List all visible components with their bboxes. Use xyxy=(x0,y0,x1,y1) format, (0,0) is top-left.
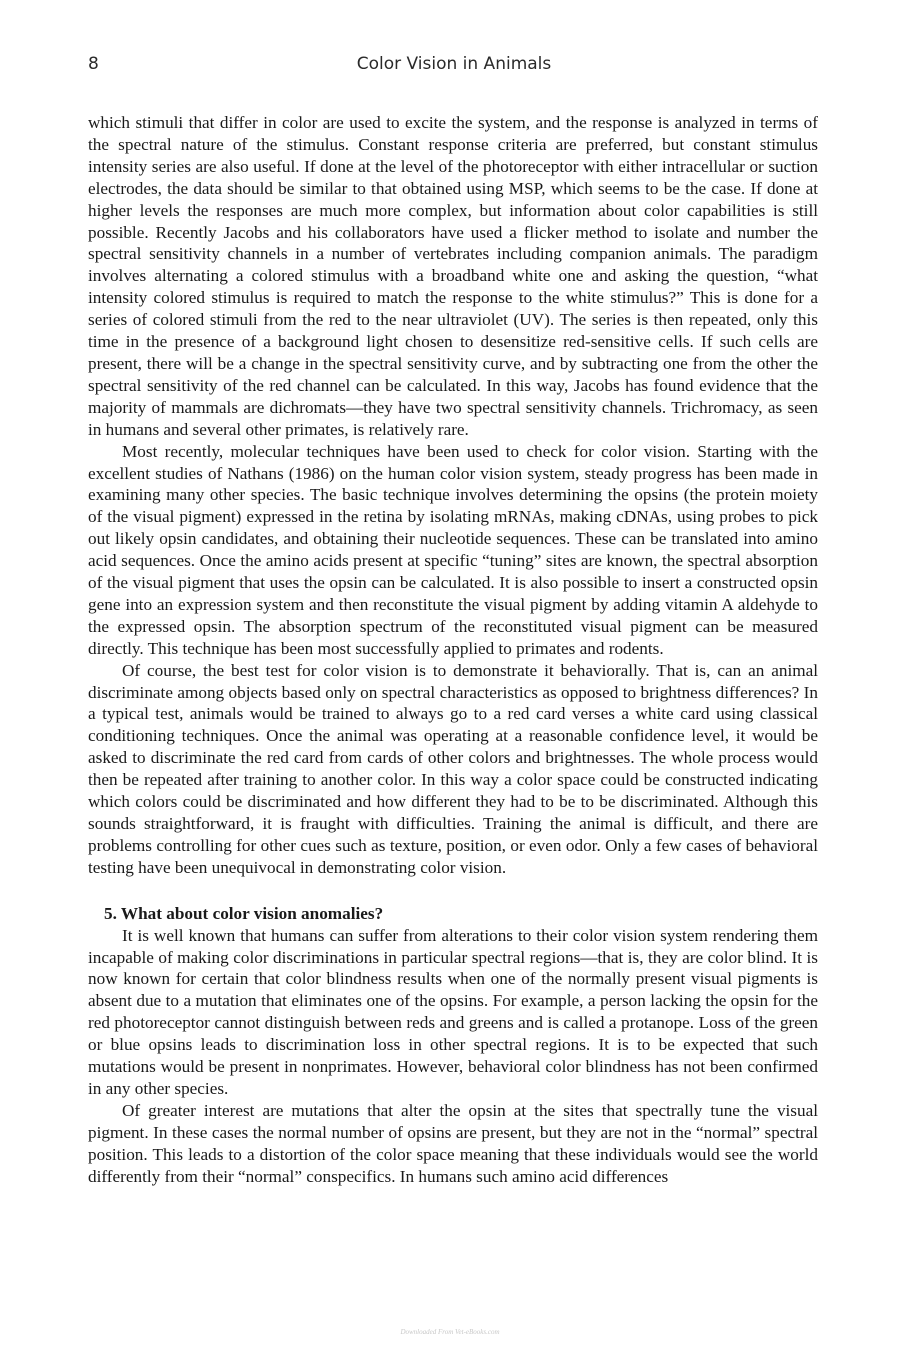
paragraph: It is well known that humans can suffer from alterations to their color vision system rendering them incapable of making color discriminations in particular spectral regions—that is, they are color blind. It is now known for certain that color blindness results when one of the normally present visual pigments is absent due to a mutation that eliminates one of the opsins. For example, a person lacking the opsin for the red photoreceptor cannot distinguish between reds and greens and is called a protanope. Loss of the green or blue opsins leads to discrimination loss in other spectral regions. It is to be expected that such mutations would be present in nonprimates. However, behavioral color blindness has not been confirmed in any other species. xyxy=(88,925,818,1098)
section-heading: 5. What about color vision anomalies? xyxy=(104,903,384,923)
paragraph: Most recently, molecular techniques have been used to check for color vision. Starting with the excellent studies of Nathans (1986) on the human color vision system, steady progress has been made in examining many other species. The basic technique involves determining the opsins (the protein moiety of the visual pigment) expressed in the retina by isolating mRNAs, making cDNAs, using probes to pick out likely opsin candidates, and obtaining their nucleotide sequences. These can be translated into amino acid sequences. Once the amino acids present at specific “tuning” sites are known, the spectral absorption of the visual pigment that uses the opsin can be calculated. It is also possible to insert a constructed opsin gene into an expression system and then reconstitute the visual pigment by adding vitamin A aldehyde to the expressed opsin. The absorption spectrum of the reconstituted visual pigment can be measured directly. This technique has been most successfully applied to primates and rodents. xyxy=(88,441,818,658)
running-title: Color Vision in Animals xyxy=(356,54,552,74)
body-text xyxy=(88,112,818,1188)
footer-watermark: Downloaded From Vet-eBooks.com xyxy=(400,1328,500,1336)
paragraph: which stimuli that differ in color are used to excite the system, and the response is analyzed in terms of the spectral nature of the stimulus. Constant response criteria are preferred, but constant stimulus intensity series are also useful. If done at the level of the photoreceptor with either intracellular or suction electrodes, the data should be similar to that obtained using MSP, which seems to be the case. If done at higher levels the responses are much more complex, but information about color capabilities is still possible. Recently Jacobs and his collaborators have used a flicker method to isolate and number the spectral sensitivity channels in a number of vertebrates including companion animals. The paradigm involves alternating a colored stimulus with a broadband white one and asking the question, “what intensity colored stimulus is required to match the response to the white stimulus?” This is done for a series of colored stimuli from the red to the near ultraviolet (UV). The series is then repeated, only this time in the presence of a background light chosen to desensitize red-sensitive cells. If such cells are present, there will be a change in the spectral sensitivity curve, and by subtracting one from the other the spectral sensitivity of the red channel can be calculated. In this way, Jacobs has found evidence that the majority of mammals are dichromats—they have two spectral sensitivity channels. Trichromacy, as seen in humans and several other primates, is relatively rare. xyxy=(88,113,818,439)
paragraph: Of course, the best test for color vision is to demonstrate it behaviorally. That is, can an animal discriminate among objects based only on spectral characteristics as opposed to brightness differences? In a typical test, animals would be trained to always go to a red card verses a white card using classical conditioning techniques. Once the animal was operating at a reasonable confidence level, it would be asked to discriminate the red card from cards of other colors and brightnesses. The whole process would then be repeated after training to another color. In this way a color space could be constructed indicating which colors could be discriminated and how different they had to be to be discriminated. Although this sounds straightforward, it is fraught with difficulties. Training the animal is difficult, and there are problems controlling for other cues such as texture, position, or even odor. Only a few cases of behavioral testing have been unequivocal in demonstrating color vision. xyxy=(88,660,818,877)
paragraph: Of greater interest are mutations that alter the opsin at the sites that spectrally tune the visual pigment. In these cases the normal number of opsins are present, but they are not in the “normal” spectral position. This leads to a distortion of the color space meaning that these individuals would see the world differently from their “normal” conspecifics. In humans such amino acid differences xyxy=(88,1100,818,1186)
page-number: 8 xyxy=(88,54,99,74)
page-header xyxy=(88,54,820,80)
